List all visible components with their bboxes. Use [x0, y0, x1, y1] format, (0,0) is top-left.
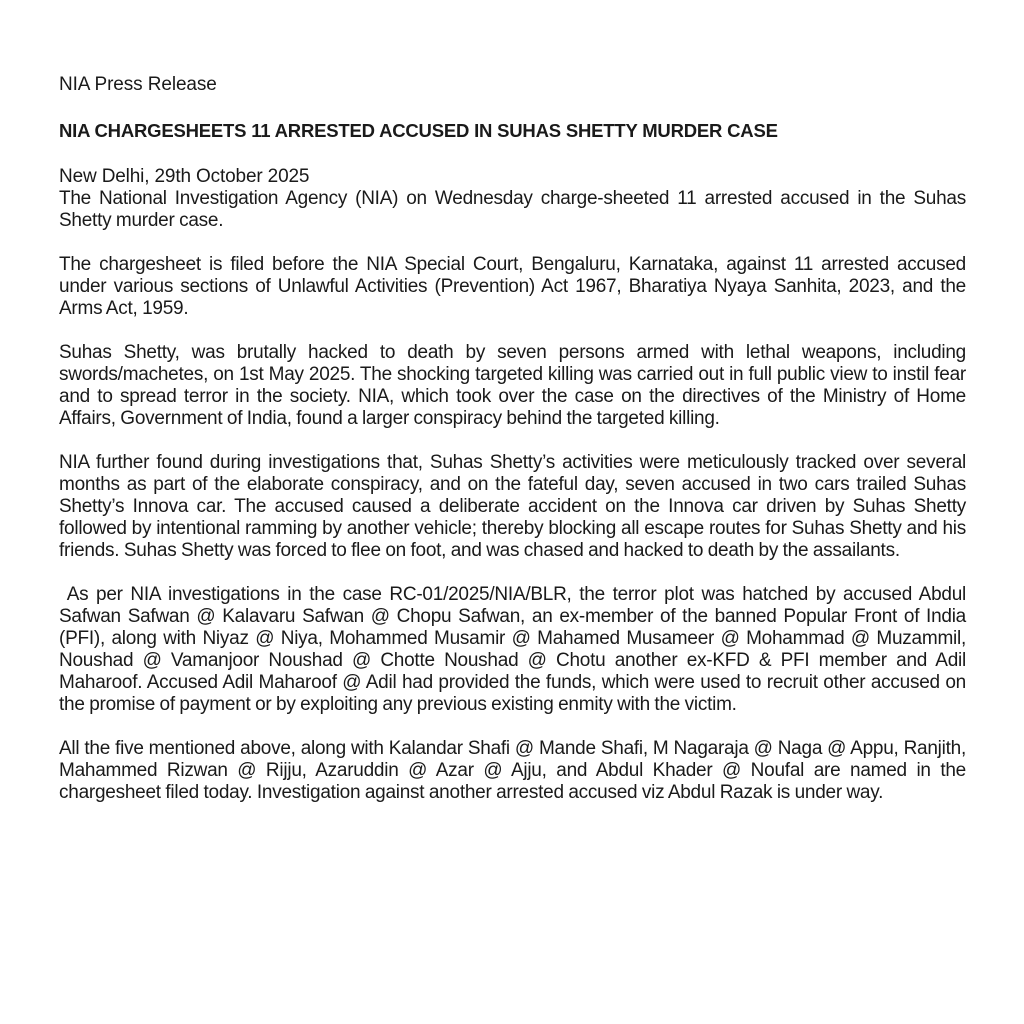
paragraph-intro: The National Investigation Agency (NIA) on Wednesday charge-sheeted 11 arrested accused in the Suhas Shetty murder case.	[59, 188, 966, 231]
paragraph-accused-named: All the five mentioned above, along with Kalandar Shafi @ Mande Shafi, M Nagaraja @ Naga @ Appu, Ranjith, Mahammed Rizwan @ Rijju, Azaruddin @ Azar @ Ajju, and Abdul Khader @ Noufal are named in the chargesheet filed today. Investigation against another arrested accused viz Abdul Razak is under way.	[59, 738, 966, 803]
paragraph-investigation-findings: NIA further found during investigations that, Suhas Shetty’s activities were meticulously tracked over several months as part of the elaborate conspiracy, and on the fateful day, seven accused in two cars trailed Suhas Shetty’s Innova car. The accused caused a deliberate accident on the Innova car driven by Suhas Shetty followed by intentional ramming by another vehicle; thereby blocking all escape routes for Suhas Shetty and his friends. Suhas Shetty was forced to flee on foot, and was chased and hacked to death by the assailants.	[59, 452, 966, 561]
paragraph-chargesheet-details: The chargesheet is filed before the NIA Special Court, Bengaluru, Karnataka, against 11 arrested accused under various sections of Unlawful Activities (Prevention) Act 1967, Bharatiya Nyaya Sanhita, 2023, and the Arms Act, 1959.	[59, 254, 966, 319]
document-label: NIA Press Release	[59, 74, 217, 95]
headline: NIA CHARGESHEETS 11 ARRESTED ACCUSED IN SUHAS SHETTY MURDER CASE	[59, 120, 778, 141]
paragraph-conspiracy: As per NIA investigations in the case RC-01/2025/NIA/BLR, the terror plot was hatched by accused Abdul Safwan Safwan @ Kalavaru Safwan @ Chopu Safwan, an ex-member of the banned Popular Front of India (PFI), along with Niyaz @ Niya, Mohammed Musamir @ Mahamed Musameer @ Mohammad @ Muzammil, Noushad @ Vamanjoor Noushad @ Chotte Noushad @ Chotu another ex-KFD & PFI member and Adil Maharoof. Accused Adil Maharoof @ Adil had provided the funds, which were used to recruit other accused on the promise of payment or by exploiting any previous existing enmity with the victim.	[59, 584, 971, 715]
dateline: New Delhi, 29th October 2025	[59, 166, 310, 187]
press-release-document	[59, 74, 971, 804]
paragraph-incident: Suhas Shetty, was brutally hacked to death by seven persons armed with lethal weapons, including swords/machetes, on 1st May 2025. The shocking targeted killing was carried out in full public view to instil fear and to spread terror in the society. NIA, which took over the case on the directives of the Ministry of Home Affairs, Government of India, found a larger conspiracy behind the targeted killing.	[59, 342, 966, 429]
